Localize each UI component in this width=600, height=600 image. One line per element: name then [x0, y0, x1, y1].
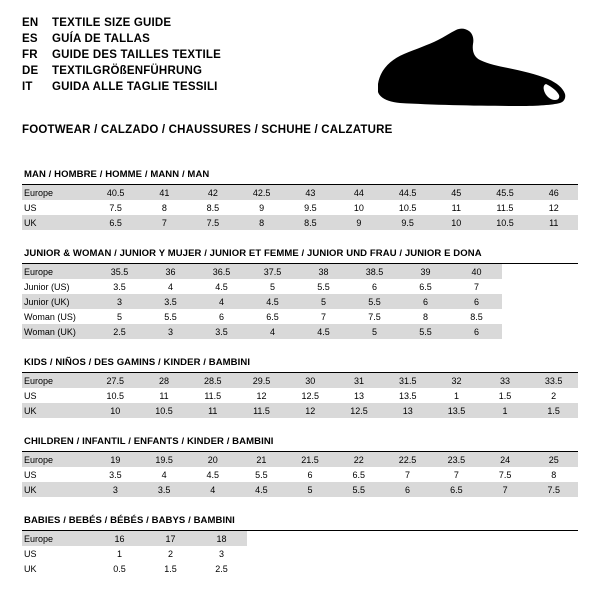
row-label: Woman (US)	[22, 309, 94, 324]
cell: 3.5	[196, 324, 247, 339]
cell: 5	[94, 309, 145, 324]
cell: 2.5	[196, 561, 247, 576]
cell: 8	[140, 200, 188, 215]
cell: 7.5	[349, 309, 400, 324]
cell: 38.5	[349, 264, 400, 279]
cell: 8.5	[451, 309, 502, 324]
cell: 33	[481, 373, 529, 388]
cell: 5	[247, 279, 298, 294]
cell: 7	[481, 482, 530, 497]
cell: 35.5	[94, 264, 145, 279]
table-row	[22, 309, 502, 324]
row-label: Europe	[22, 373, 91, 388]
page-title: FOOTWEAR / CALZADO / CHAUSSURES / SCHUHE / CALZATURE	[22, 124, 393, 136]
cell: 7	[140, 215, 188, 230]
cell: 4	[140, 467, 189, 482]
cell: 5.5	[145, 309, 196, 324]
cell: 3.5	[140, 482, 189, 497]
cell: 18	[196, 531, 247, 546]
cell: 5.5	[237, 467, 286, 482]
table-row	[22, 373, 578, 388]
cell: 16	[94, 531, 145, 546]
cell: 0.5	[94, 561, 145, 576]
spacer	[22, 232, 578, 243]
cell: 13	[383, 403, 432, 418]
cell: 4.5	[189, 467, 238, 482]
cell: 8.5	[189, 200, 238, 215]
row-label: UK	[22, 561, 94, 576]
table-row	[22, 279, 502, 294]
cell: 10.5	[383, 200, 432, 215]
cell: 6	[349, 279, 400, 294]
cell: 1	[94, 546, 145, 561]
cell: 6.5	[91, 215, 140, 230]
cell: 10	[432, 215, 480, 230]
language-row	[22, 16, 221, 30]
cell: 11	[432, 200, 480, 215]
cell: 5	[298, 294, 349, 309]
cell: 29.5	[237, 373, 286, 388]
cell: 4	[247, 324, 298, 339]
cell: 6	[383, 482, 432, 497]
cell: 27.5	[91, 373, 140, 388]
cell: 11	[140, 388, 189, 403]
group-title: JUNIOR & WOMAN / JUNIOR Y MUJER / JUNIOR ET FEMME / JUNIOR UND FRAU / JUNIOR E DONA	[22, 243, 578, 264]
cell: 8	[400, 309, 451, 324]
spacer	[22, 499, 578, 510]
cell: 36	[145, 264, 196, 279]
cell: 6	[451, 324, 502, 339]
cell: 7	[432, 467, 481, 482]
cell: 44.5	[383, 185, 432, 200]
cell: 4	[196, 294, 247, 309]
cell: 9.5	[383, 215, 432, 230]
cell: 7.5	[189, 215, 238, 230]
cell: 4	[189, 482, 238, 497]
cell: 12	[286, 403, 335, 418]
table-row	[22, 561, 247, 576]
cell: 31.5	[383, 373, 432, 388]
language-code: EN	[22, 17, 39, 29]
cell: 24	[481, 452, 530, 467]
cell: 11.5	[188, 388, 237, 403]
table-row	[22, 264, 502, 279]
cell: 40.5	[91, 185, 140, 200]
table-row	[22, 467, 578, 482]
cell: 17	[145, 531, 196, 546]
cell: 10.5	[481, 215, 530, 230]
cell: 13.5	[432, 403, 481, 418]
table-row	[22, 482, 578, 497]
cell: 42	[189, 185, 238, 200]
row-label: UK	[22, 403, 91, 418]
cell: 6	[451, 294, 502, 309]
cell: 5	[349, 324, 400, 339]
cell: 3	[91, 482, 140, 497]
size-tables	[22, 164, 578, 576]
row-label: Europe	[22, 531, 94, 546]
language-row	[22, 48, 221, 62]
cell: 6.5	[335, 467, 384, 482]
cell: 7	[451, 279, 502, 294]
cell: 43	[286, 185, 335, 200]
cell: 8	[237, 215, 286, 230]
cell: 7.5	[481, 467, 530, 482]
page-header	[22, 16, 578, 110]
language-row	[22, 32, 221, 46]
cell: 3.5	[145, 294, 196, 309]
cell: 7.5	[529, 482, 578, 497]
table-row	[22, 531, 247, 546]
cell: 12.5	[286, 388, 335, 403]
cell: 5.5	[349, 294, 400, 309]
cell: 3.5	[94, 279, 145, 294]
cell: 31	[335, 373, 384, 388]
cell: 3	[196, 546, 247, 561]
cell: 4.5	[247, 294, 298, 309]
size-table	[22, 185, 578, 230]
cell: 7	[298, 309, 349, 324]
language-code: DE	[22, 65, 39, 77]
cell: 45.5	[481, 185, 530, 200]
cell: 19	[91, 452, 140, 467]
cell: 11	[188, 403, 237, 418]
row-label: Europe	[22, 264, 94, 279]
cell: 45	[432, 185, 480, 200]
cell: 1	[432, 388, 481, 403]
row-label: UK	[22, 215, 91, 230]
language-code: ES	[22, 33, 38, 45]
cell: 21.5	[286, 452, 335, 467]
group-title: MAN / HOMBRE / HOMME / MANN / MAN	[22, 164, 578, 185]
cell: 9	[335, 215, 383, 230]
cell: 11.5	[237, 403, 286, 418]
cell: 4.5	[298, 324, 349, 339]
cell: 32	[432, 373, 481, 388]
language-code: IT	[22, 81, 33, 93]
cell: 6.5	[432, 482, 481, 497]
cell: 33.5	[529, 373, 578, 388]
cell: 19.5	[140, 452, 189, 467]
cell: 3.5	[91, 467, 140, 482]
size-group-kids	[22, 352, 578, 418]
language-row	[22, 80, 221, 94]
cell: 2.5	[94, 324, 145, 339]
cell: 1.5	[145, 561, 196, 576]
cell: 28.5	[188, 373, 237, 388]
row-label: US	[22, 467, 91, 482]
cell: 22	[335, 452, 384, 467]
spacer	[22, 420, 578, 431]
cell: 13.5	[383, 388, 432, 403]
cell: 25	[529, 452, 578, 467]
cell: 12	[237, 388, 286, 403]
table-row	[22, 324, 502, 339]
size-table	[22, 264, 502, 339]
cell: 10.5	[91, 388, 140, 403]
cell: 10	[91, 403, 140, 418]
language-title-block	[22, 16, 221, 94]
cell: 6.5	[400, 279, 451, 294]
cell: 39	[400, 264, 451, 279]
cell: 1.5	[481, 388, 529, 403]
language-title: GUIDE DES TAILLES TEXTILE	[52, 49, 221, 61]
size-group-man	[22, 164, 578, 230]
cell: 23.5	[432, 452, 481, 467]
size-group-junior-woman	[22, 243, 578, 339]
cell: 22.5	[383, 452, 432, 467]
cell: 28	[140, 373, 189, 388]
cell: 13	[335, 388, 384, 403]
cell: 9	[237, 200, 286, 215]
cell: 5	[286, 482, 335, 497]
cell: 36.5	[196, 264, 247, 279]
group-title: BABIES / BEBÉS / BÉBÉS / BABYS / BAMBINI	[22, 510, 578, 531]
cell: 5.5	[335, 482, 384, 497]
cell: 8	[529, 467, 578, 482]
table-row	[22, 388, 578, 403]
row-label: US	[22, 546, 94, 561]
row-label: US	[22, 388, 91, 403]
cell: 5.5	[400, 324, 451, 339]
size-group-babies	[22, 510, 578, 576]
row-label: Europe	[22, 452, 91, 467]
cell: 1	[481, 403, 529, 418]
spacer	[22, 341, 578, 352]
cell: 6	[286, 467, 335, 482]
table-row	[22, 200, 578, 215]
cell: 41	[140, 185, 188, 200]
language-title: TEXTILGRÖßENFÜHRUNG	[52, 65, 203, 77]
size-table	[22, 373, 578, 418]
cell: 2	[529, 388, 578, 403]
cell: 40	[451, 264, 502, 279]
language-row	[22, 64, 221, 78]
cell: 6	[400, 294, 451, 309]
cell: 4.5	[196, 279, 247, 294]
size-table	[22, 531, 247, 576]
cell: 38	[298, 264, 349, 279]
table-row	[22, 546, 247, 561]
table-row	[22, 452, 578, 467]
group-title: CHILDREN / INFANTIL / ENFANTS / KINDER / BAMBINI	[22, 431, 578, 452]
cell: 20	[189, 452, 238, 467]
table-row	[22, 294, 502, 309]
cell: 11.5	[481, 200, 530, 215]
table-row	[22, 403, 578, 418]
language-code: FR	[22, 49, 38, 61]
dress-shoe-icon	[370, 26, 570, 110]
cell: 10	[335, 200, 383, 215]
cell: 1.5	[529, 403, 578, 418]
cell: 6.5	[247, 309, 298, 324]
size-table	[22, 452, 578, 497]
table-row	[22, 215, 578, 230]
cell: 5.5	[298, 279, 349, 294]
group-title: KIDS / NIÑOS / DES GAMINS / KINDER / BAMBINI	[22, 352, 578, 373]
cell: 46	[529, 185, 578, 200]
cell: 44	[335, 185, 383, 200]
language-title: GUIDA ALLE TAGLIE TESSILI	[52, 81, 218, 93]
table-row	[22, 185, 578, 200]
language-title: GUÍA DE TALLAS	[52, 33, 150, 45]
row-label: Junior (US)	[22, 279, 94, 294]
cell: 6	[196, 309, 247, 324]
cell: 8.5	[286, 215, 335, 230]
cell: 4	[145, 279, 196, 294]
cell: 37.5	[247, 264, 298, 279]
cell: 12	[529, 200, 578, 215]
cell: 9.5	[286, 200, 335, 215]
cell: 21	[237, 452, 286, 467]
cell: 7	[383, 467, 432, 482]
cell: 3	[145, 324, 196, 339]
language-title: TEXTILE SIZE GUIDE	[52, 17, 172, 29]
cell: 7.5	[91, 200, 140, 215]
cell: 11	[529, 215, 578, 230]
cell: 10.5	[140, 403, 189, 418]
cell: 3	[94, 294, 145, 309]
cell: 4.5	[237, 482, 286, 497]
cell: 42.5	[237, 185, 286, 200]
cell: 30	[286, 373, 335, 388]
size-group-children	[22, 431, 578, 497]
row-label: UK	[22, 482, 91, 497]
row-label: Woman (UK)	[22, 324, 94, 339]
cell: 12.5	[335, 403, 384, 418]
row-label: US	[22, 200, 91, 215]
cell: 2	[145, 546, 196, 561]
row-label: Europe	[22, 185, 91, 200]
row-label: Junior (UK)	[22, 294, 94, 309]
